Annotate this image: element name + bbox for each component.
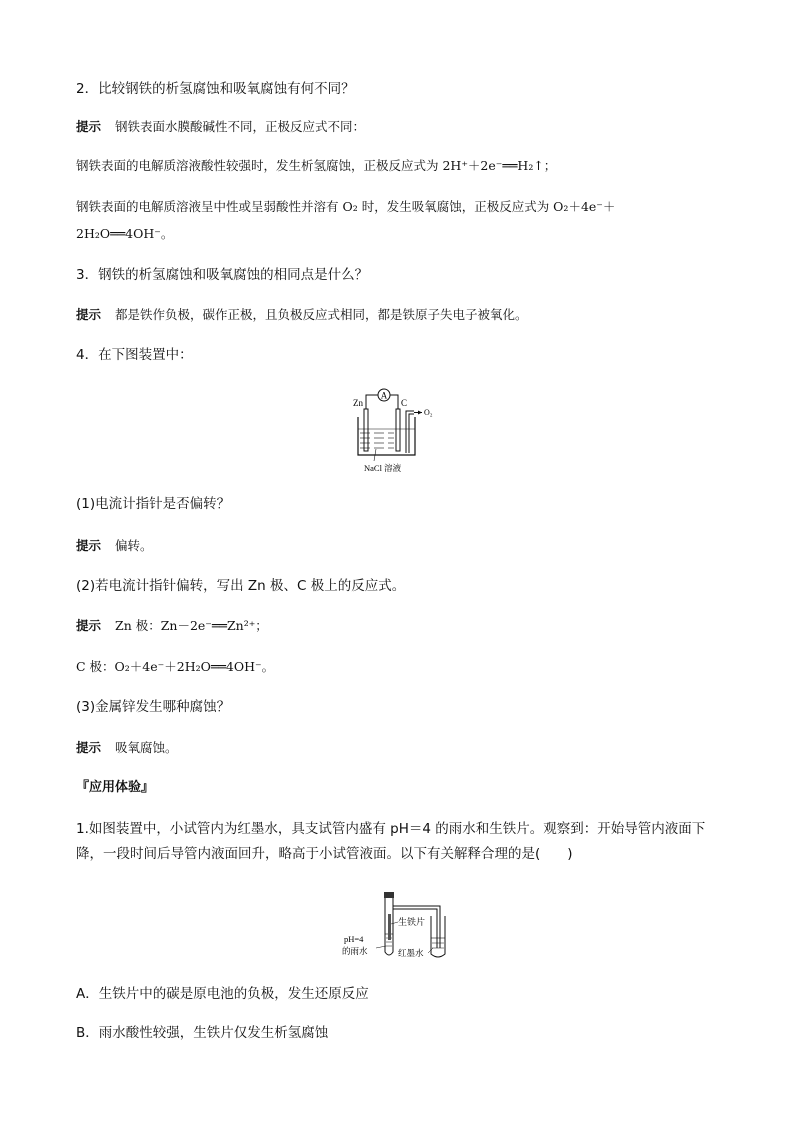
question-3-title: 3．钢铁的析氢腐蚀和吸氧腐蚀的相同点是什么？ [76,267,369,283]
problem-1-stem: 1.如图装置中，小试管内为红墨水，具支试管内盛有 pH＝4 的雨水和生铁片。观察到：开始导管内液面下降，一段时间后导管内液面回升，略高于小试管液面。以下有关解释合理的是( ) [76,821,706,862]
c-label: C [401,398,408,408]
question-4-title: 4．在下图装置中： [76,347,193,363]
question-2-hint [76,118,365,137]
hint-label: 提示 [76,618,102,633]
ammeter-label: A [380,390,388,401]
question-2-hint-line-4: 2H₂O══4OH⁻。 [76,226,174,241]
test-tube-apparatus-diagram [340,888,460,964]
zn-electrode [364,409,368,451]
question-4-hint-2 [76,617,268,636]
question-4-hint-1 [76,537,153,556]
hint-text: 偏转。 [115,538,153,553]
hint-text: 都是铁作负极，碳作正极，且负极反应式相同，都是铁原子失电子被氧化。 [115,307,528,322]
hint-label: 提示 [76,119,102,134]
stopper [384,892,394,898]
c-electrode [396,409,400,451]
ink-label: 红墨水 [398,948,424,958]
question-4-hint-3 [76,739,178,758]
question-4-hint-2-line-2: C 极：O₂＋4e⁻＋2H₂O══4OH⁻。 [76,659,275,674]
hint-label: 提示 [76,538,102,553]
ph-label: pH=4 [344,934,364,944]
question-4-sub-3: (3)金属锌发生哪种腐蚀？ [76,699,231,715]
hint-label: 提示 [76,740,102,755]
solution-label: NaCl 溶液 [364,463,402,473]
rainwater-label: 的雨水 [342,946,368,956]
question-2-hint-line-3: 钢铁表面的电解质溶液呈中性或呈弱酸性并溶有 O₂ 时，发生吸氧腐蚀，正极反应式为 O₂＋4e⁻＋ [76,199,616,214]
small-test-tube [431,916,445,957]
option-b: B．雨水酸性较强，生铁片仅发生析氢腐蚀 [76,1025,329,1041]
hint-label: 提示 [76,307,102,322]
iron-label: 生铁片 [398,917,426,927]
question-2-title: 2．比较钢铁的析氢腐蚀和吸氧腐蚀有何不同？ [76,81,355,97]
hint-text: Zn 极：Zn－2e⁻══Zn²⁺； [115,618,268,633]
question-3-hint [76,306,528,325]
electrochemical-cell-diagram [352,383,448,479]
o2-label: O₂ [424,408,433,417]
hint-text: 吸氧腐蚀。 [115,740,178,755]
zn-label: Zn [353,398,363,408]
question-4-sub-2: (2)若电流计指针偏转，写出 Zn 极、C 极上的反应式。 [76,578,406,594]
question-4-sub-1: (1)电流计指针是否偏转？ [76,496,231,512]
section-heading: 『应用体验』 [76,780,155,795]
arrow-icon [418,411,422,415]
question-2-hint-line-2: 钢铁表面的电解质溶液酸性较强时，发生析氢腐蚀，正极反应式为 2H⁺＋2e⁻══H₂↑； [76,158,557,173]
hint-text: 钢铁表面水膜酸碱性不同，正极反应式不同： [115,119,366,134]
option-a: A．生铁片中的碳是原电池的负极，发生还原反应 [76,986,369,1002]
iron-piece [388,914,391,940]
